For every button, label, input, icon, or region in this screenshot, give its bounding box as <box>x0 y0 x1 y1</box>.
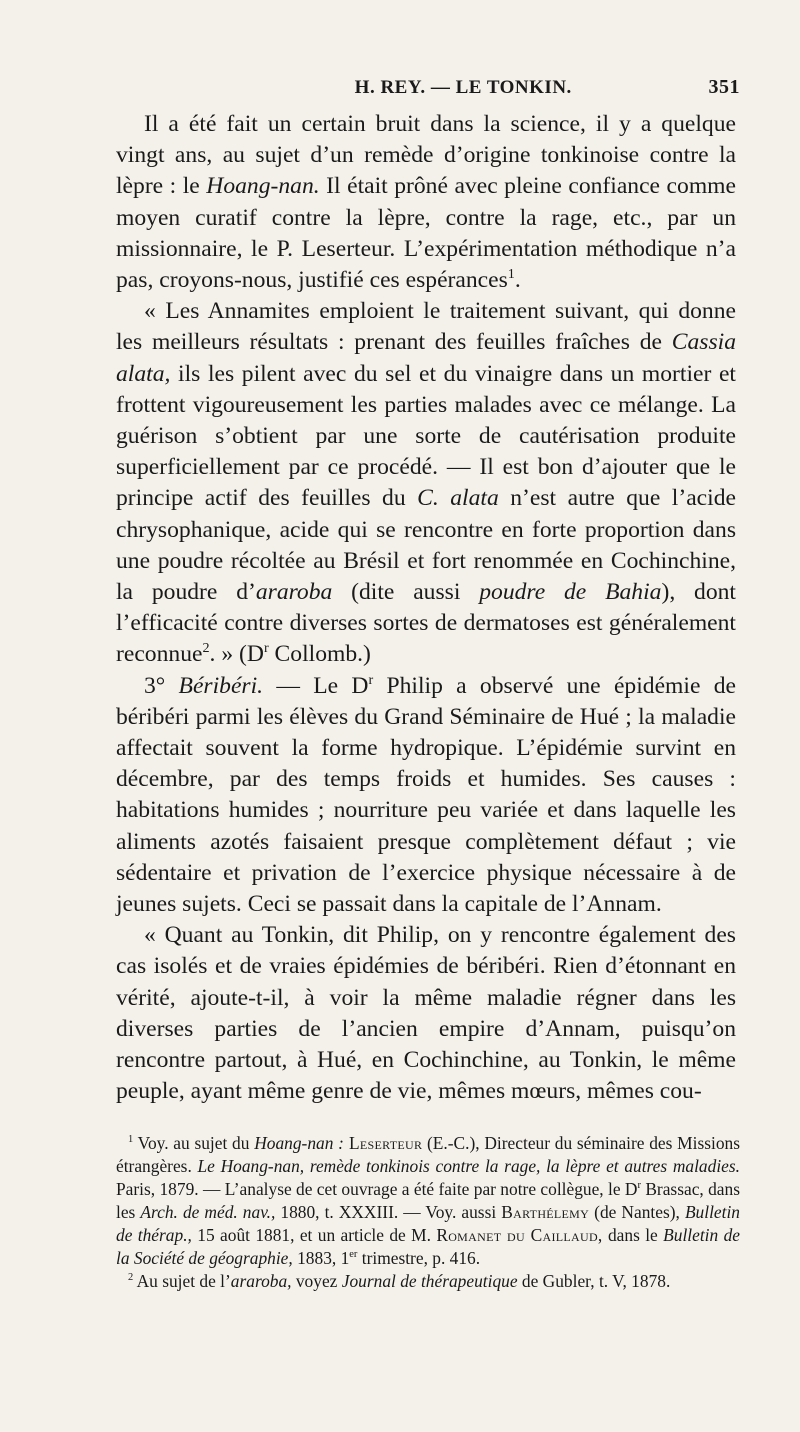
text-run: (E.-C.), Directeur du séminaire des Missions étrangères. <box>116 1133 740 1176</box>
section-heading: Béribéri. <box>165 672 264 699</box>
text-run: Voy. au sujet du <box>133 1133 255 1153</box>
page-number: 351 <box>708 76 740 98</box>
superscript: r <box>637 1180 641 1192</box>
footnote-2 <box>116 1270 740 1293</box>
superscript: r <box>368 671 374 688</box>
text-run: Collomb.) <box>268 641 371 668</box>
paragraph-beriberi <box>116 671 736 921</box>
text-run: Brassac, dans les <box>116 1179 740 1222</box>
text-run: . » (D <box>209 641 264 668</box>
book-title: Le Hoang-nan, remède tonkinois contre la rage, la lèpre et autres maladies. <box>197 1156 740 1176</box>
footnote-mark: 1 <box>128 1134 134 1146</box>
section-number: 3° <box>144 672 166 699</box>
paragraph-tonkin <box>116 920 736 1107</box>
text-run: 1880, t. XXXIII. — Voy. aussi <box>275 1202 502 1222</box>
text-run: « Les Annamites emploient le traitement suivant, qui donne les meilleurs résultats : prenant des feuilles fraîches de <box>116 298 736 356</box>
running-title: H. REY. — LE TONKIN. <box>354 77 572 98</box>
italic-term: araroba <box>255 579 333 606</box>
italic-term: Cassia alata, <box>116 329 736 387</box>
footnote-ref: 2 <box>202 640 210 657</box>
footnote-1 <box>116 1132 740 1270</box>
text-run: 1883, 1 <box>292 1248 350 1268</box>
italic-term: Hoang-nan : <box>254 1133 344 1153</box>
text-run: n’est autre que l’acide chrysophanique, acide qui se rencontre en forte proportion dans une poudre récoltée au Brésil et fort renommée en Cochinchine, la poudre d’ <box>116 485 736 606</box>
author-name: Romanet du Caillaud, <box>436 1225 603 1245</box>
superscript: er <box>349 1249 358 1261</box>
paragraph-hoang-nan <box>116 109 736 296</box>
text-run: ils les pilent avec du sel et du vinaigre dans un mortier et frottent vigoureusement les parties malades avec ce mélange. La guérison s’obtient par une sorte de cautérisation produite superficiellement par ce procédé. — Il est bon d’ajouter que le principe actif des feuilles du <box>116 360 736 512</box>
journal-title: Journal de thérapeutique <box>341 1271 518 1291</box>
italic-term: C. alata <box>417 485 499 512</box>
italic-term: araroba, <box>230 1271 292 1291</box>
text-run: Il était prôné avec pleine confiance comme moyen curatif contre la lèpre, contre la rage, etc., par un missionnaire, le P. Leserteur. L’expérimentation méthodique n’a pas, croyons-nous, justifié ces espérances <box>116 173 736 294</box>
text-run: voyez <box>291 1271 342 1291</box>
text-run: Il a été fait un certain bruit dans la science, il y a quelque vingt ans, au sujet d’un remède d’origine tonkinoise contre la lèpre : le <box>116 111 736 200</box>
text-run: Au sujet de l’ <box>133 1271 231 1291</box>
text-run: trimestre, p. 416. <box>357 1248 481 1268</box>
paragraph-cassia-alata <box>116 296 736 670</box>
text-run: ), dont l’efficacité contre diverses sortes de dermatoses est généralement reconnue <box>116 579 736 668</box>
footnote-ref: 1 <box>507 266 515 283</box>
text-run: — Le D <box>263 672 369 699</box>
running-header <box>118 76 740 99</box>
text-run: (de Nantes), <box>589 1202 685 1222</box>
text-run: . <box>514 267 521 294</box>
text-run: Paris, 1879. — L’analyse de cet ouvrage a été faite par notre collègue, le D <box>116 1179 638 1199</box>
text-run: dans le <box>602 1225 664 1245</box>
text-run: « Quant au Tonkin, dit Philip, on y rencontre également des cas isolés et de vraies épidémies de béribéri. Rien d’étonnant en vérité, ajoute-t-il, à voir la même maladie régner dans les diverses parties de l’ancien empire d’Annam, puisqu’on rencontre partout, à Hué, en Cochinchine, au Tonkin, le même peuple, ayant même genre de vie, mêmes mœurs, mêmes cou- <box>116 922 736 1105</box>
italic-term: Hoang-nan. <box>206 173 320 200</box>
text-run: de Gubler, t. V, 1878. <box>517 1271 671 1291</box>
author-name: Leserteur <box>343 1133 423 1153</box>
journal-title: Arch. de méd. nav., <box>140 1202 276 1222</box>
text-run: (dite aussi <box>332 579 480 606</box>
main-text <box>116 109 736 1108</box>
author-name: Barthélemy <box>501 1202 590 1222</box>
footnote-mark: 2 <box>128 1272 134 1284</box>
italic-term: poudre de Bahia <box>479 579 662 606</box>
superscript: r <box>263 640 269 657</box>
text-run: 15 août 1881, et un article de M. <box>191 1225 437 1245</box>
footnotes <box>116 1132 740 1293</box>
journal-title: Bulletin de thérap., <box>116 1202 740 1245</box>
journal-title: Bulletin de la Société de géographie, <box>116 1225 740 1268</box>
text-run: Philip a observé une épidémie de béribéri parmi les élèves du Grand Séminaire de Hué ; la maladie affectait souvent la forme hydropique. L’épidémie survint en décembre, par des temps froids et humides. Ses causes : habitations humides ; nourriture peu variée et dans laquelle les aliments azotés faisaient presque complètement défaut ; vie sédentaire et privation de l’exercice physique nécessaire à de jeunes sujets. Ceci se passait dans la capitale de l’Annam. <box>116 672 736 918</box>
